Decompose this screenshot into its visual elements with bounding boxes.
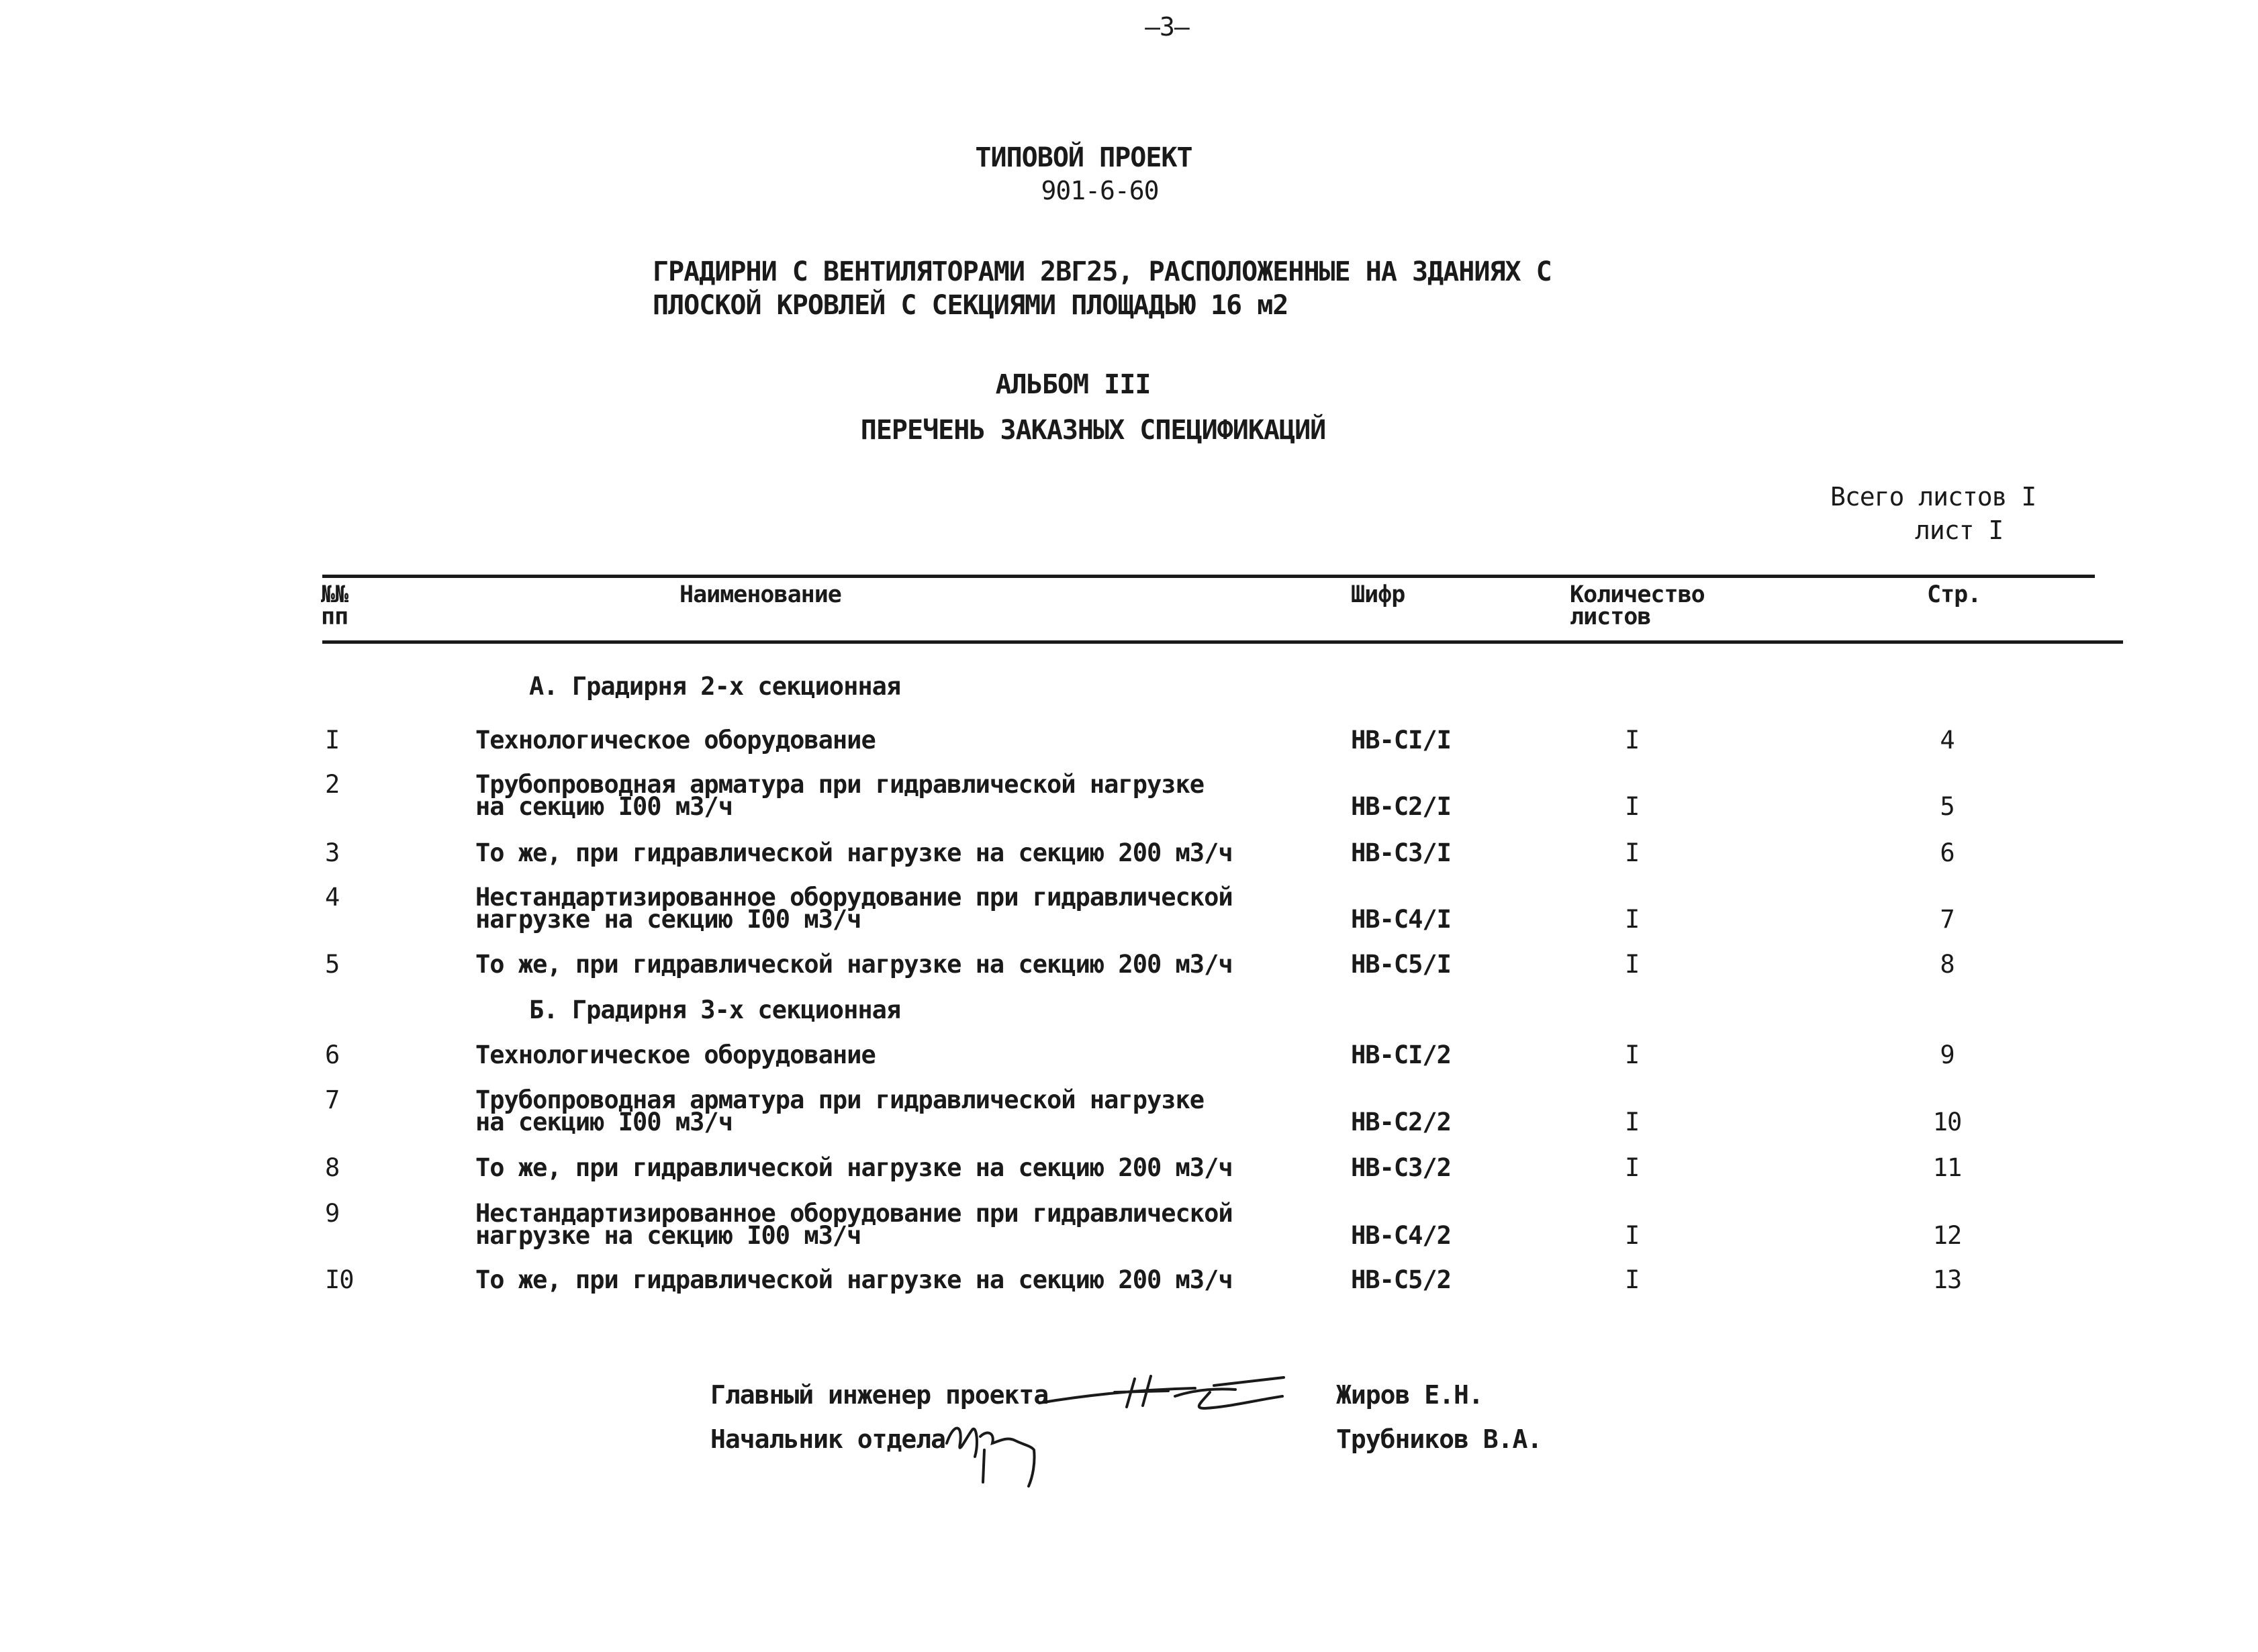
row-number: I [325, 726, 340, 755]
row-code: НВ-СI/I [1351, 726, 1451, 755]
chief-engineer-name: Жиров Е.Н. [1336, 1380, 1483, 1410]
row-qty: I [1625, 950, 1640, 979]
row-name: То же, при гидравлической нагрузке на секцию 200 м3/ч [475, 1153, 1233, 1182]
album-label: АЛЬБОМ III [995, 369, 1151, 400]
page-number: —3— [1145, 12, 1189, 42]
list-title: ПЕРЕЧЕНЬ ЗАКАЗНЫХ СПЕЦИФИКАЦИЙ [860, 415, 1326, 446]
row-code: НВ-С2/I [1351, 792, 1451, 821]
row-code: НВ-С5/2 [1351, 1265, 1451, 1294]
section-a-heading: А. Градирня 2-х секционная [529, 672, 901, 701]
table-header-rule [322, 640, 2123, 644]
row-number: 4 [325, 883, 340, 912]
row-page: 10 [1932, 1108, 1962, 1136]
row-number: 9 [325, 1199, 340, 1228]
row-number: 7 [325, 1085, 340, 1114]
row-name: То же, при гидравлической нагрузке на секцию 200 м3/ч [475, 838, 1233, 867]
row-number: 2 [325, 770, 340, 799]
project-code: 901-6-60 [1041, 176, 1159, 205]
row-qty: I [1625, 1221, 1640, 1250]
row-qty: I [1625, 1108, 1640, 1136]
row-qty: I [1625, 792, 1640, 821]
project-type: ТИПОВОЙ ПРОЕКТ [975, 142, 1192, 173]
row-page: 11 [1932, 1153, 1962, 1182]
row-number: 3 [325, 838, 340, 867]
row-name-continued: на секцию I00 м3/ч [475, 792, 733, 821]
row-name: Технологическое оборудование [475, 1040, 876, 1069]
header-qty: Количество листов [1570, 581, 1705, 630]
header-code: Шифр [1351, 581, 1405, 608]
row-name-continued: нагрузке на секцию I00 м3/ч [475, 905, 861, 934]
row-code: НВ-С3/2 [1351, 1153, 1451, 1182]
row-qty: I [1625, 1265, 1640, 1294]
total-sheets: Всего листов I [1830, 482, 2036, 512]
row-code: НВ-С4/2 [1351, 1221, 1451, 1250]
row-name-continued: на секцию I00 м3/ч [475, 1108, 733, 1136]
row-qty: I [1625, 1040, 1640, 1069]
row-qty: I [1625, 1153, 1640, 1182]
row-name: Нестандартизированное оборудование при гидравлической [475, 883, 1233, 912]
project-title-line1: ГРАДИРНИ С ВЕНТИЛЯТОРАМИ 2ВГ25, РАСПОЛОЖЕННЫЕ НА ЗДАНИЯХ С [653, 256, 1552, 287]
row-name: Нестандартизированное оборудование при гидравлической [475, 1199, 1233, 1228]
row-name: То же, при гидравлической нагрузке на секцию 200 м3/ч [475, 950, 1233, 979]
row-name: Трубопроводная арматура при гидравлической нагрузке [475, 770, 1205, 799]
chief-engineer-label: Главный инженер проекта [710, 1380, 1049, 1410]
row-name-continued: нагрузке на секцию I00 м3/ч [475, 1221, 861, 1250]
row-page: 7 [1940, 905, 1955, 934]
department-head-signature [940, 1416, 1047, 1490]
row-code: НВ-С3/I [1351, 838, 1451, 867]
row-page: 12 [1932, 1221, 1962, 1250]
row-page: 6 [1940, 838, 1955, 867]
row-qty: I [1625, 838, 1640, 867]
row-name: Технологическое оборудование [475, 726, 876, 755]
header-num: №№ пп [321, 581, 348, 630]
header-name: Наименование [679, 581, 841, 608]
row-number: I0 [325, 1265, 354, 1294]
row-name: То же, при гидравлической нагрузке на секцию 200 м3/ч [475, 1265, 1233, 1294]
header-page: Стр. [1927, 581, 1981, 608]
sheet-number: лист I [1915, 516, 2004, 545]
row-code: НВ-С2/2 [1351, 1108, 1451, 1136]
row-code: НВ-С4/I [1351, 905, 1451, 934]
row-code: НВ-СI/2 [1351, 1040, 1451, 1069]
project-title-line2: ПЛОСКОЙ КРОВЛЕЙ С СЕКЦИЯМИ ПЛОЩАДЬЮ 16 м2 [653, 290, 1288, 321]
row-page: 13 [1932, 1265, 1962, 1294]
department-head-name: Трубников В.А. [1336, 1424, 1542, 1454]
row-code: НВ-С5/I [1351, 950, 1451, 979]
row-page: 5 [1940, 792, 1955, 821]
row-number: 6 [325, 1040, 340, 1069]
row-name: Трубопроводная арматура при гидравлической нагрузке [475, 1085, 1205, 1114]
row-number: 8 [325, 1153, 340, 1182]
table-top-rule [322, 575, 2095, 578]
row-page: 9 [1940, 1040, 1955, 1069]
row-page: 8 [1940, 950, 1955, 979]
row-page: 4 [1940, 726, 1955, 755]
chief-engineer-signature [1034, 1369, 1289, 1423]
row-qty: I [1625, 905, 1640, 934]
section-b-heading: Б. Градирня 3-х секционная [529, 995, 901, 1024]
row-number: 5 [325, 950, 340, 979]
row-qty: I [1625, 726, 1640, 755]
department-head-label: Начальник отдела [710, 1424, 946, 1454]
